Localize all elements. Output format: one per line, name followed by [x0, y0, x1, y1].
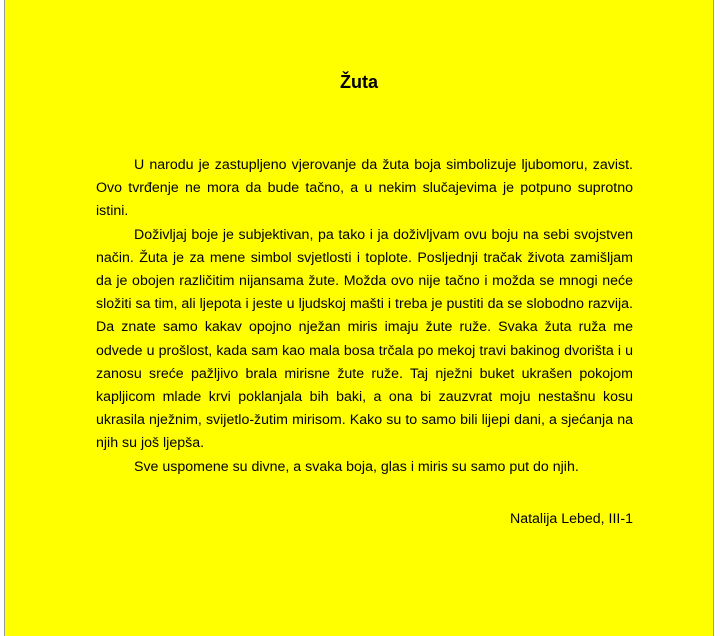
document-title: Žuta	[340, 72, 378, 92]
document-body	[96, 154, 633, 479]
paragraph-1: U narodu je zastupljeno vjerovanje da žuta boja simbolizuje ljubomoru, zavist. Ovo tvrđenje ne mora da bude tačno, a u nekim slučajevima je potpuno suprotno istini.	[96, 157, 633, 220]
document-page	[4, 0, 714, 636]
paragraph-3: Sve uspomene su divne, a svaka boja, glas i miris su samo put do njih.	[134, 458, 579, 475]
author-signature: Natalija Lebed, III-1	[509, 511, 633, 527]
paragraph-2: Doživljaj boje je subjektivan, pa tako i ja doživljvam ovu boju na sebi svojstven način. Žuta je za mene simbol svjetlosti i toplote. Posljednji tračak života zamišljam da je obojen različitim nijansama žute. Možda ovo nije tačno i možda se mnogi neće složiti sa tim, ali ljepota i jeste u ljudskoj mašti i treba je pustiti da se slobodno razvija. Da znate samo kakav opojno nježan miris imaju žute ruže. Svaka žuta ruža me odvede u prošlost, kada sam kao mala bosa trčala po mekoj travi bakinog dvorišta i u zanosu sreće pažljivo brala mirisne žute ruže. Taj nježni buket ukrašen pokojom kapljicom mlade krvi poklanjala bih baki, a ona bi zauzvrat moju nestašnu kosu ukrasila nježnim, svijetlo-žutim mirisom. Kako su to samo bili lijepi dani, a sjećanja na njih su još ljepša.	[96, 226, 633, 452]
